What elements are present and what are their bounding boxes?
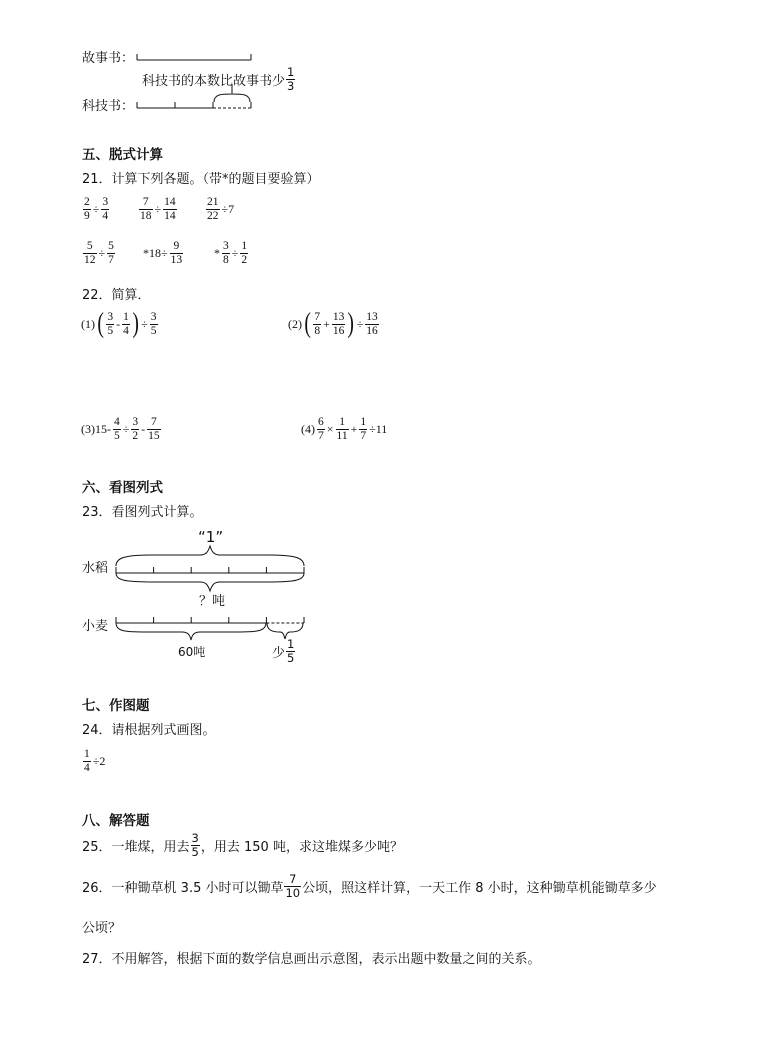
relation-note: 科技书的本数比故事书少 $\frac{1}{3}$ [142, 65, 295, 93]
q21-item-5: *18÷ $\frac{9}{13}$ [143, 240, 183, 266]
less-brace [267, 623, 303, 639]
q24-prompt: 24．请根据列式画图。 [82, 723, 216, 738]
wheat-60-tons: 60吨 [178, 645, 206, 659]
q27-text: 27．不用解答，根据下面的数学信息画出示意图，表示出题中数量之间的关系。 [82, 952, 541, 967]
rice-bottom-brace [116, 573, 304, 591]
science-book-label: 科技书： [82, 99, 135, 114]
section5-heading: 五、脱式计算 [82, 147, 163, 163]
q21-prompt: 21．计算下列各题。（带*的题目要验算） [82, 172, 320, 187]
section8-heading: 八、解答题 [82, 813, 150, 829]
q21-item-4: $\frac{5}{12}$ ÷ $\frac{5}{7}$ [84, 240, 114, 266]
q21-item-2: $\frac{7}{18}$ ÷ $\frac{14}{14}$ [140, 196, 176, 222]
q21-item-6: * $\frac{3}{8}$ ÷ $\frac{1}{2}$ [214, 240, 248, 266]
q26-text-cont: 公顷？ [82, 921, 122, 936]
q22-part-1: (1) ( $\frac{3}{5}$ - $\frac{1}{4}$ ) ÷ $\frac{3}{5}$ [81, 308, 157, 339]
section6-heading: 六、看图列式 [82, 480, 163, 496]
q22-part-2: (2) ( $\frac{7}{8}$ + $\frac{13}{16}$ ) ÷ $\frac{13}{16}$ [288, 308, 378, 339]
q22-prompt: 22．简算． [82, 288, 151, 303]
q22-part-3: (3)15- $\frac{4}{5}$ ÷ $\frac{3}{2}$ - $\frac{7}{15}$ [81, 416, 160, 442]
rice-top-brace [116, 546, 304, 566]
whole-one-label: “1” [198, 528, 224, 546]
q23-prompt: 23．看图列式计算。 [82, 505, 203, 520]
wheat-label: 小麦 [82, 619, 109, 634]
q25-text: 25．一堆煤，用去 $\frac{3}{5}$ ，用去 150 吨，求这堆煤多少吨？ [82, 831, 403, 859]
unknown-tons-label: ？吨 [199, 594, 226, 609]
q21-item-3: $\frac{21}{22}$ ÷7 [207, 196, 235, 222]
wheat-brace [116, 623, 266, 640]
q26-text: 26．一种锄草机 3.5 小时可以锄草 $\frac{7}{10}$ 公顷，照这样计算，一天工作 8 小时，这种锄草机能锄草多少 [82, 872, 657, 900]
q22-part-4: (4) $\frac{6}{7}$ × $\frac{1}{11}$ + $\frac{1}{7}$ ÷11 [301, 416, 388, 442]
rice-label: 水稻 [82, 561, 109, 576]
less-fraction-note: 少 $\frac{1}{5}$ [272, 637, 295, 665]
q21-item-1: $\frac{2}{9}$ ÷ $\frac{3}{4}$ [84, 196, 109, 222]
section7-heading: 七、作图题 [82, 698, 150, 714]
story-book-label: 故事书： [82, 51, 135, 66]
q24-expression: $\frac{1}{4}$ ÷2 [84, 748, 106, 774]
